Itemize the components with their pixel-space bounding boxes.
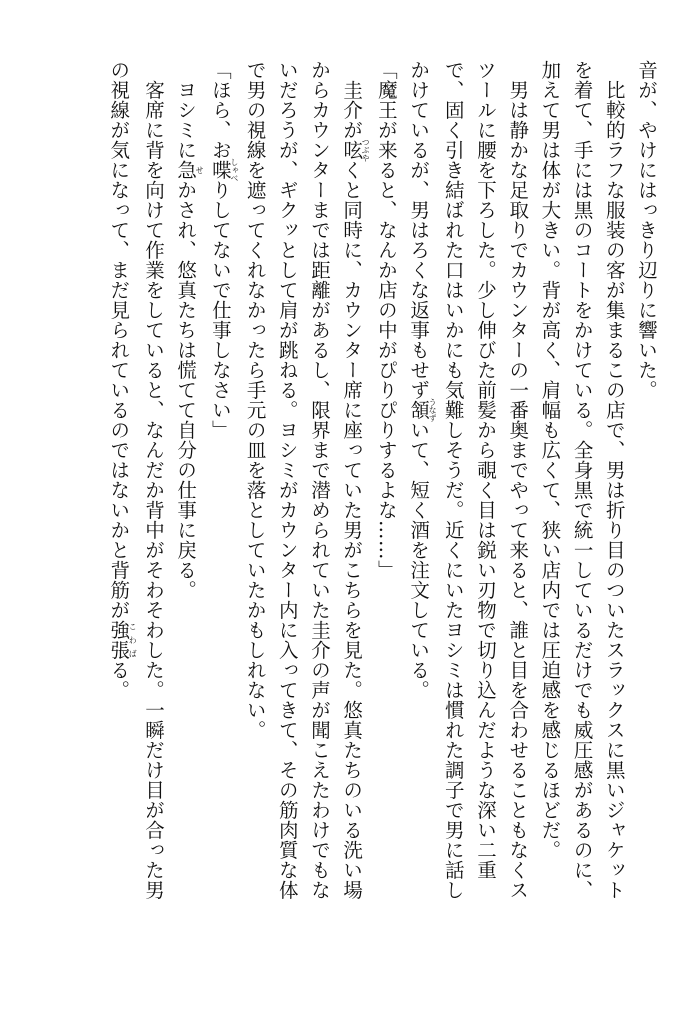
- text-line: で男の視線を遮ってくれなかったら手元の皿を落としていたかもしれない。: [243, 60, 267, 740]
- text-line: かけているが、男はろくな返事もせず頷うなずいて、短く酒を注文している。: [407, 60, 438, 700]
- text-line: 「ほら、お喋しゃべりしてないで仕事しなさい」: [208, 60, 239, 440]
- text-line: 加えて男は体が大きい。背が高く、肩幅も広くて、狭い店内では圧迫感を感じるほどだ。: [538, 60, 562, 860]
- text-line: の視線が気になって、まだ見られているのではないかと背筋が強張こわばる。: [107, 60, 138, 700]
- text-line: 音が、やけにはっきり辺りに響いた。: [635, 60, 658, 400]
- ruby-seku: 急せ: [174, 159, 205, 180]
- text-line: ヨシミに急せかされ、悠真たちは慌てて自分の仕事に戻る。: [174, 79, 205, 600]
- text-line: 比較的ラフな服装の客が集まるこの店で、男は折り目のついたスラックスに黒いジャケット: [602, 79, 626, 900]
- text-line: ツールに腰を下ろした。少し伸びた前髪から覗く目は鋭い刃物で切り込んだような深い二重: [473, 60, 497, 880]
- text-line: で、固く引き結ばれた口はいかにも気難しそうだ。近くにいたヨシミは慣れた調子で男に話し: [441, 60, 465, 900]
- text-line: を着て、手には黒のコートをかけている。全身黒で統一しているだけでも威圧感があるのに、: [570, 60, 594, 900]
- ruby-unazuku: 頷うなず: [407, 398, 438, 422]
- text-line: 圭介が呟つぶやくと同時に、カウンター席に座っていた男がこちらを見た。悠真たちのいる洗い場: [340, 79, 371, 900]
- ruby-tsubuyaku: 呟つぶや: [340, 137, 371, 162]
- vertical-text-body: [102, 60, 662, 980]
- ruby-shaberi: 喋しゃべ: [208, 158, 239, 182]
- text-line: 男は静かな足取りでカウンターの一番奥までやって来ると、誰と目を合わせることもなくス: [506, 79, 530, 900]
- text-line: 「魔王が来ると、なんか店の中がぴりぴりするよな……」: [374, 60, 398, 580]
- ruby-kowabaru: 強張こわば: [107, 620, 138, 660]
- text-line: からカウンターまでは距離があるし、限界まで潜められていた圭介の声が聞こえたわけでもな: [307, 60, 331, 900]
- text-line: いだろうが、ギクッとして肩が跳ねる。ヨシミがカウンター内に入ってきて、その筋肉質な体: [275, 60, 299, 900]
- text-line: 客席に背を向けて作業をしていると、なんだか背中がそわそわした。一瞬だけ目が合った男: [141, 79, 165, 900]
